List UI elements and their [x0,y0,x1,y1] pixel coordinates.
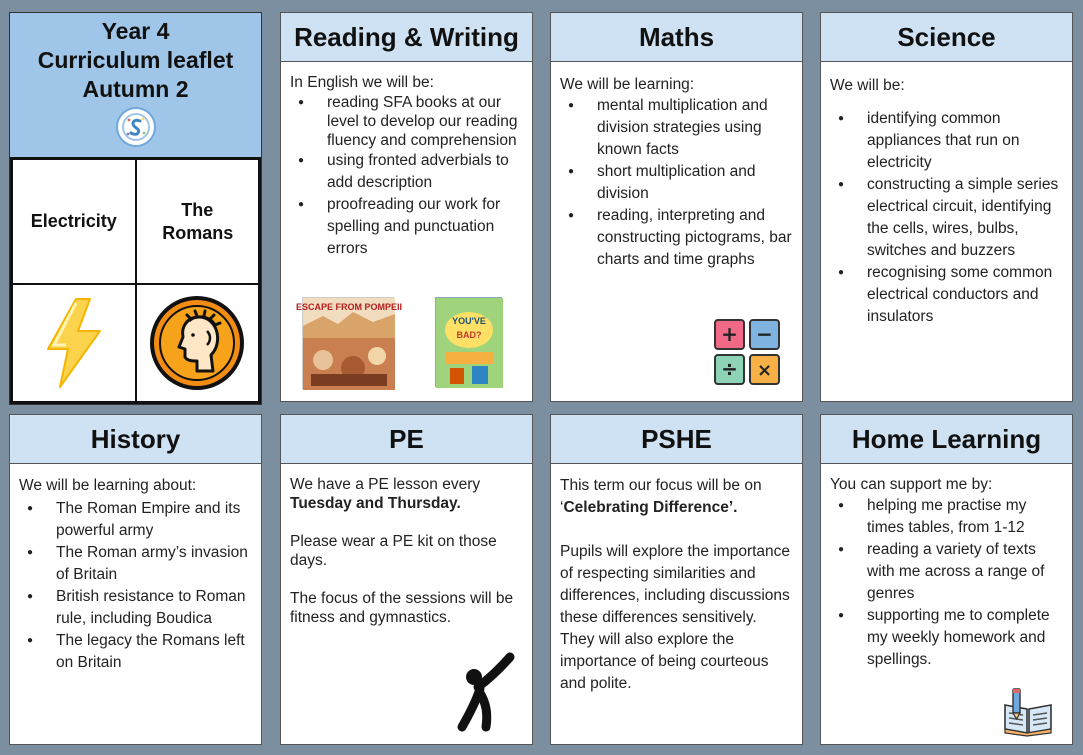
reading-writing-list [290,93,523,260]
science-card [820,12,1073,402]
list-item: ● helping me practise my times tables, from 1-12 [830,495,1063,539]
pshe-intro: This term our focus will be on [560,477,762,494]
reading-writing-heading: Reading & Writing [281,13,532,62]
science-body [821,62,1072,338]
home-learning-list [830,495,1063,671]
history-heading: History [10,415,261,464]
list-item: ● recognising some common electrical conductors and insulators [830,262,1063,328]
list-item: ● British resistance to Roman rule, including Boudica [19,586,252,630]
year-title: Year 4 [101,18,170,44]
so-you-think-book-cover [435,297,502,387]
stretching-person-icon [456,651,518,731]
reading-writing-intro: In English we will be: [290,74,434,91]
title-header [10,13,261,157]
leaflet-title: Curriculum leaflet [37,47,234,73]
maths-card [550,12,803,402]
topic-romans [136,159,260,284]
home-learning-card [820,414,1073,745]
pshe-para2: They will also explore the importance of being courteous and polite. [560,631,769,692]
maths-list [560,95,793,271]
history-intro: We will be learning about: [19,477,197,494]
list-item: ● reading, interpreting and constructing pictograms, bar charts and time graphs [560,205,793,271]
list-item: ● supporting me to complete my weekly homework and spellings. [830,605,1063,671]
title-panel [9,12,262,405]
roman-coin-icon [136,284,260,402]
list-item: ● reading SFA books at our level to develop our reading fluency and comprehension [290,93,523,150]
home-learning-heading: Home Learning [821,415,1072,464]
svg-text:YOU'VE: YOU'VE [452,316,486,326]
pe-card [280,414,533,745]
escape-from-pompeii-book-cover [295,297,403,389]
svg-text:×: × [756,360,773,381]
pshe-focus: Celebrating Difference’. [563,499,738,516]
pshe-focus-line [560,497,793,519]
pe-days: Tuesday and Thursday. [290,495,461,512]
pe-kit: Please wear a PE kit on those days. [290,533,497,569]
pshe-body [551,464,802,705]
book1-title: ESCAPE FROM POMPEII [295,302,403,312]
term-title: Autumn 2 [82,76,189,102]
pe-body [281,464,532,637]
list-item: ● identifying common appliances that run on electricity [830,108,1063,174]
list-item: ● The Roman Empire and its powerful army [19,498,252,542]
svg-text:÷: ÷ [721,357,738,381]
book-pencil-icon [1003,687,1053,737]
school-logo-icon [116,107,156,147]
topic-romans-label: The Romans [162,199,234,243]
lightning-bolt-icon [12,284,136,402]
reading-writing-card [280,12,533,402]
list-item: ● reading a variety of texts with me across a range of genres [830,539,1063,605]
history-body [10,464,261,684]
list-item: ● using fronted adverbials to add description [290,150,523,194]
svg-text:+: + [721,322,738,346]
science-intro: We will be: [830,77,905,94]
maths-intro: We will be learning: [560,76,695,93]
pshe-card [550,414,803,745]
science-heading: Science [821,13,1072,62]
pe-heading: PE [281,415,532,464]
svg-text:BAD?: BAD? [456,330,482,340]
science-list [830,108,1063,328]
home-learning-body [821,464,1072,681]
reading-writing-body [281,62,532,270]
list-item: ● The legacy the Romans left on Britain [19,630,252,674]
pe-line1: We have a PE lesson every [290,476,481,493]
history-list [19,498,252,674]
pshe-heading: PSHE [551,415,802,464]
home-learning-intro: You can support me by: [830,476,993,493]
list-item: ● mental multiplication and division strategies using known facts [560,95,793,161]
svg-text:−: − [756,322,773,346]
list-item: ● short multiplication and division [560,161,793,205]
topic-electricity: Electricity [12,159,136,284]
topic-grid [10,157,261,404]
list-item: ● The Roman army’s invasion of Britain [19,542,252,586]
maths-body [551,62,802,281]
list-item: ● proofreading our work for spelling and punctuation errors [290,194,523,260]
pshe-para1: Pupils will explore the importance of respecting similarities and differences, including discussions these differences sensitively. [560,543,791,626]
pshe-quote-open: ‘ [560,499,564,516]
list-item: ● constructing a simple series electrical circuit, identifying the cells, wires, bulbs, switches and buzzers [830,174,1063,262]
history-card [9,414,262,745]
pe-focus: The focus of the sessions will be fitness and gymnastics. [290,590,514,626]
calculator-operations-icon [714,319,780,385]
maths-heading: Maths [551,13,802,62]
